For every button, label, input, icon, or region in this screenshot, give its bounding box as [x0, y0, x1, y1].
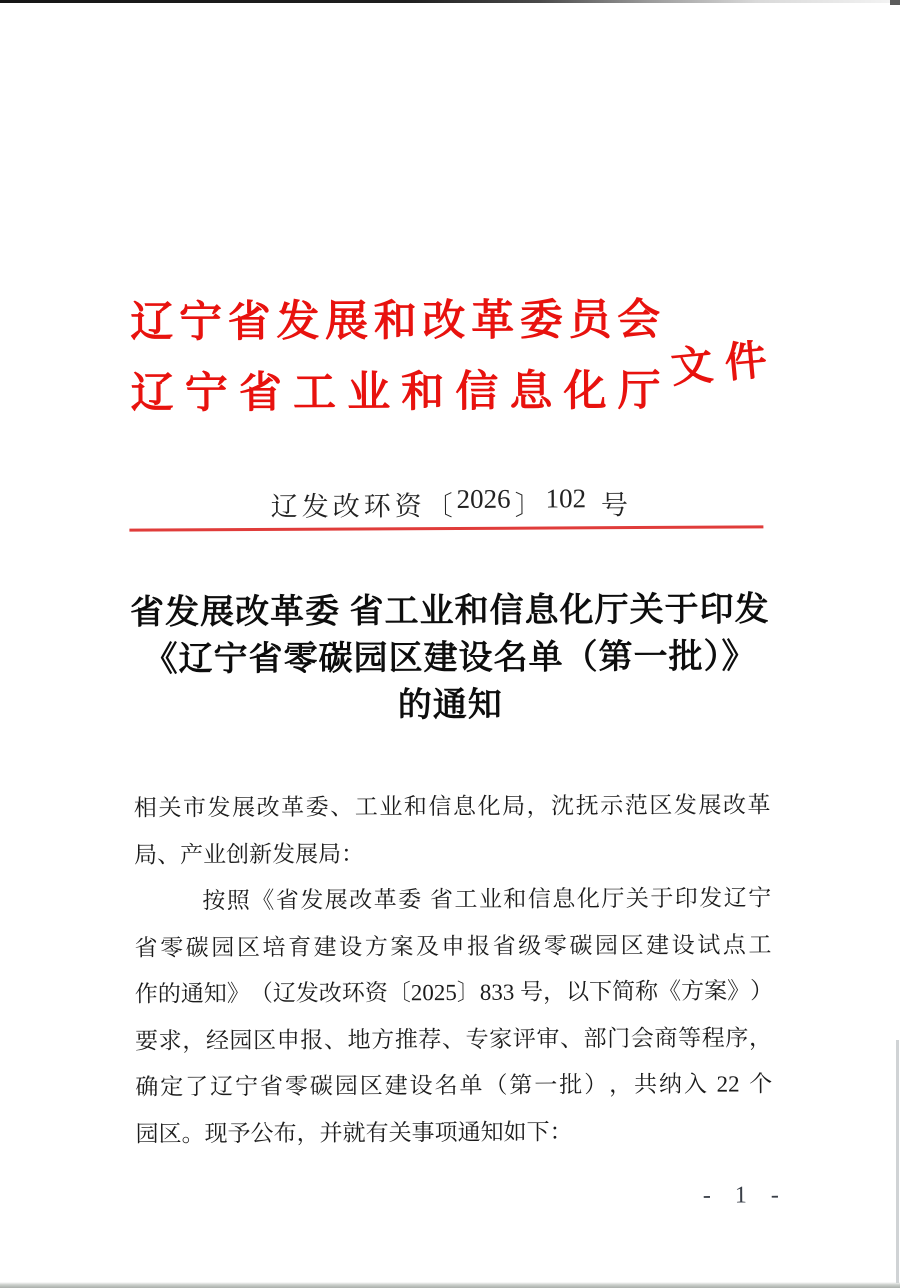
scan-right-edge [896, 1040, 899, 1283]
body-line: 按 照 《 省 发 展 改 革 委 省 工 业 和 信 息 化 厅 关 于 印 发 辽 宁 [202, 885, 772, 914]
header-agency-line-2: 辽 宁 省 工 业 和 信 息 化 厅 [130, 367, 661, 418]
body-line: 要 求 ， 经 园 区 申 报 、 地 方 推 荐 、 专 家 评 审 、 部 门 会 商 等 程 序 ， [135, 1024, 772, 1054]
doc-type-label: 文件 [668, 336, 781, 393]
body-text [134, 782, 773, 1157]
scan-bottom-edge [0, 1282, 900, 1288]
body-line: 局、产业创新发展局： [134, 840, 365, 868]
red-separator-line [129, 525, 763, 531]
scan-top-edge [0, 0, 900, 3]
title-line-1: 省发展改革委 省工业和信息化厅关于印发 [129, 591, 770, 632]
body-line: 省 零 碳 园 区 培 育 建 设 方 案 及 申 报 省 级 零 碳 园 区 建 设 试 点 工 [134, 931, 772, 961]
header-agency-line-1: 辽 宁 省 发 展 和 改 革 委 员 会 [130, 296, 661, 347]
page-number: - 1 - [702, 1182, 788, 1209]
body-line: 园区。现予公布，并就有关事项通知如下： [135, 1118, 573, 1147]
body-line: 作 的 通 知 》 （ 辽 发 改 环 资 〔 2025 〕 833 号 ， 以 下 简 称 《 方 案 》 ） [134, 978, 774, 1007]
title-line-3: 的通知 [397, 686, 503, 725]
body-line: 确 定 了 辽 宁 省 零 碳 园 区 建 设 名 单 （ 第 一 批 ） ， 共 纳 入 22 个 [135, 1071, 773, 1100]
title-line-2: 《辽宁省零碳园区建设名单（第一批）》 [143, 638, 757, 679]
doc-number: 辽 发 改 环 资 〔 2026 〕 102 号 [270, 483, 628, 522]
document-title [80, 586, 821, 731]
scan-corner-mark [890, 0, 900, 5]
body-line: 相 关 市 发 展 改 革 委 、 工 业 和 信 息 化 局 ， 沈 抚 示 范 区 发 展 改 革 [133, 792, 771, 821]
